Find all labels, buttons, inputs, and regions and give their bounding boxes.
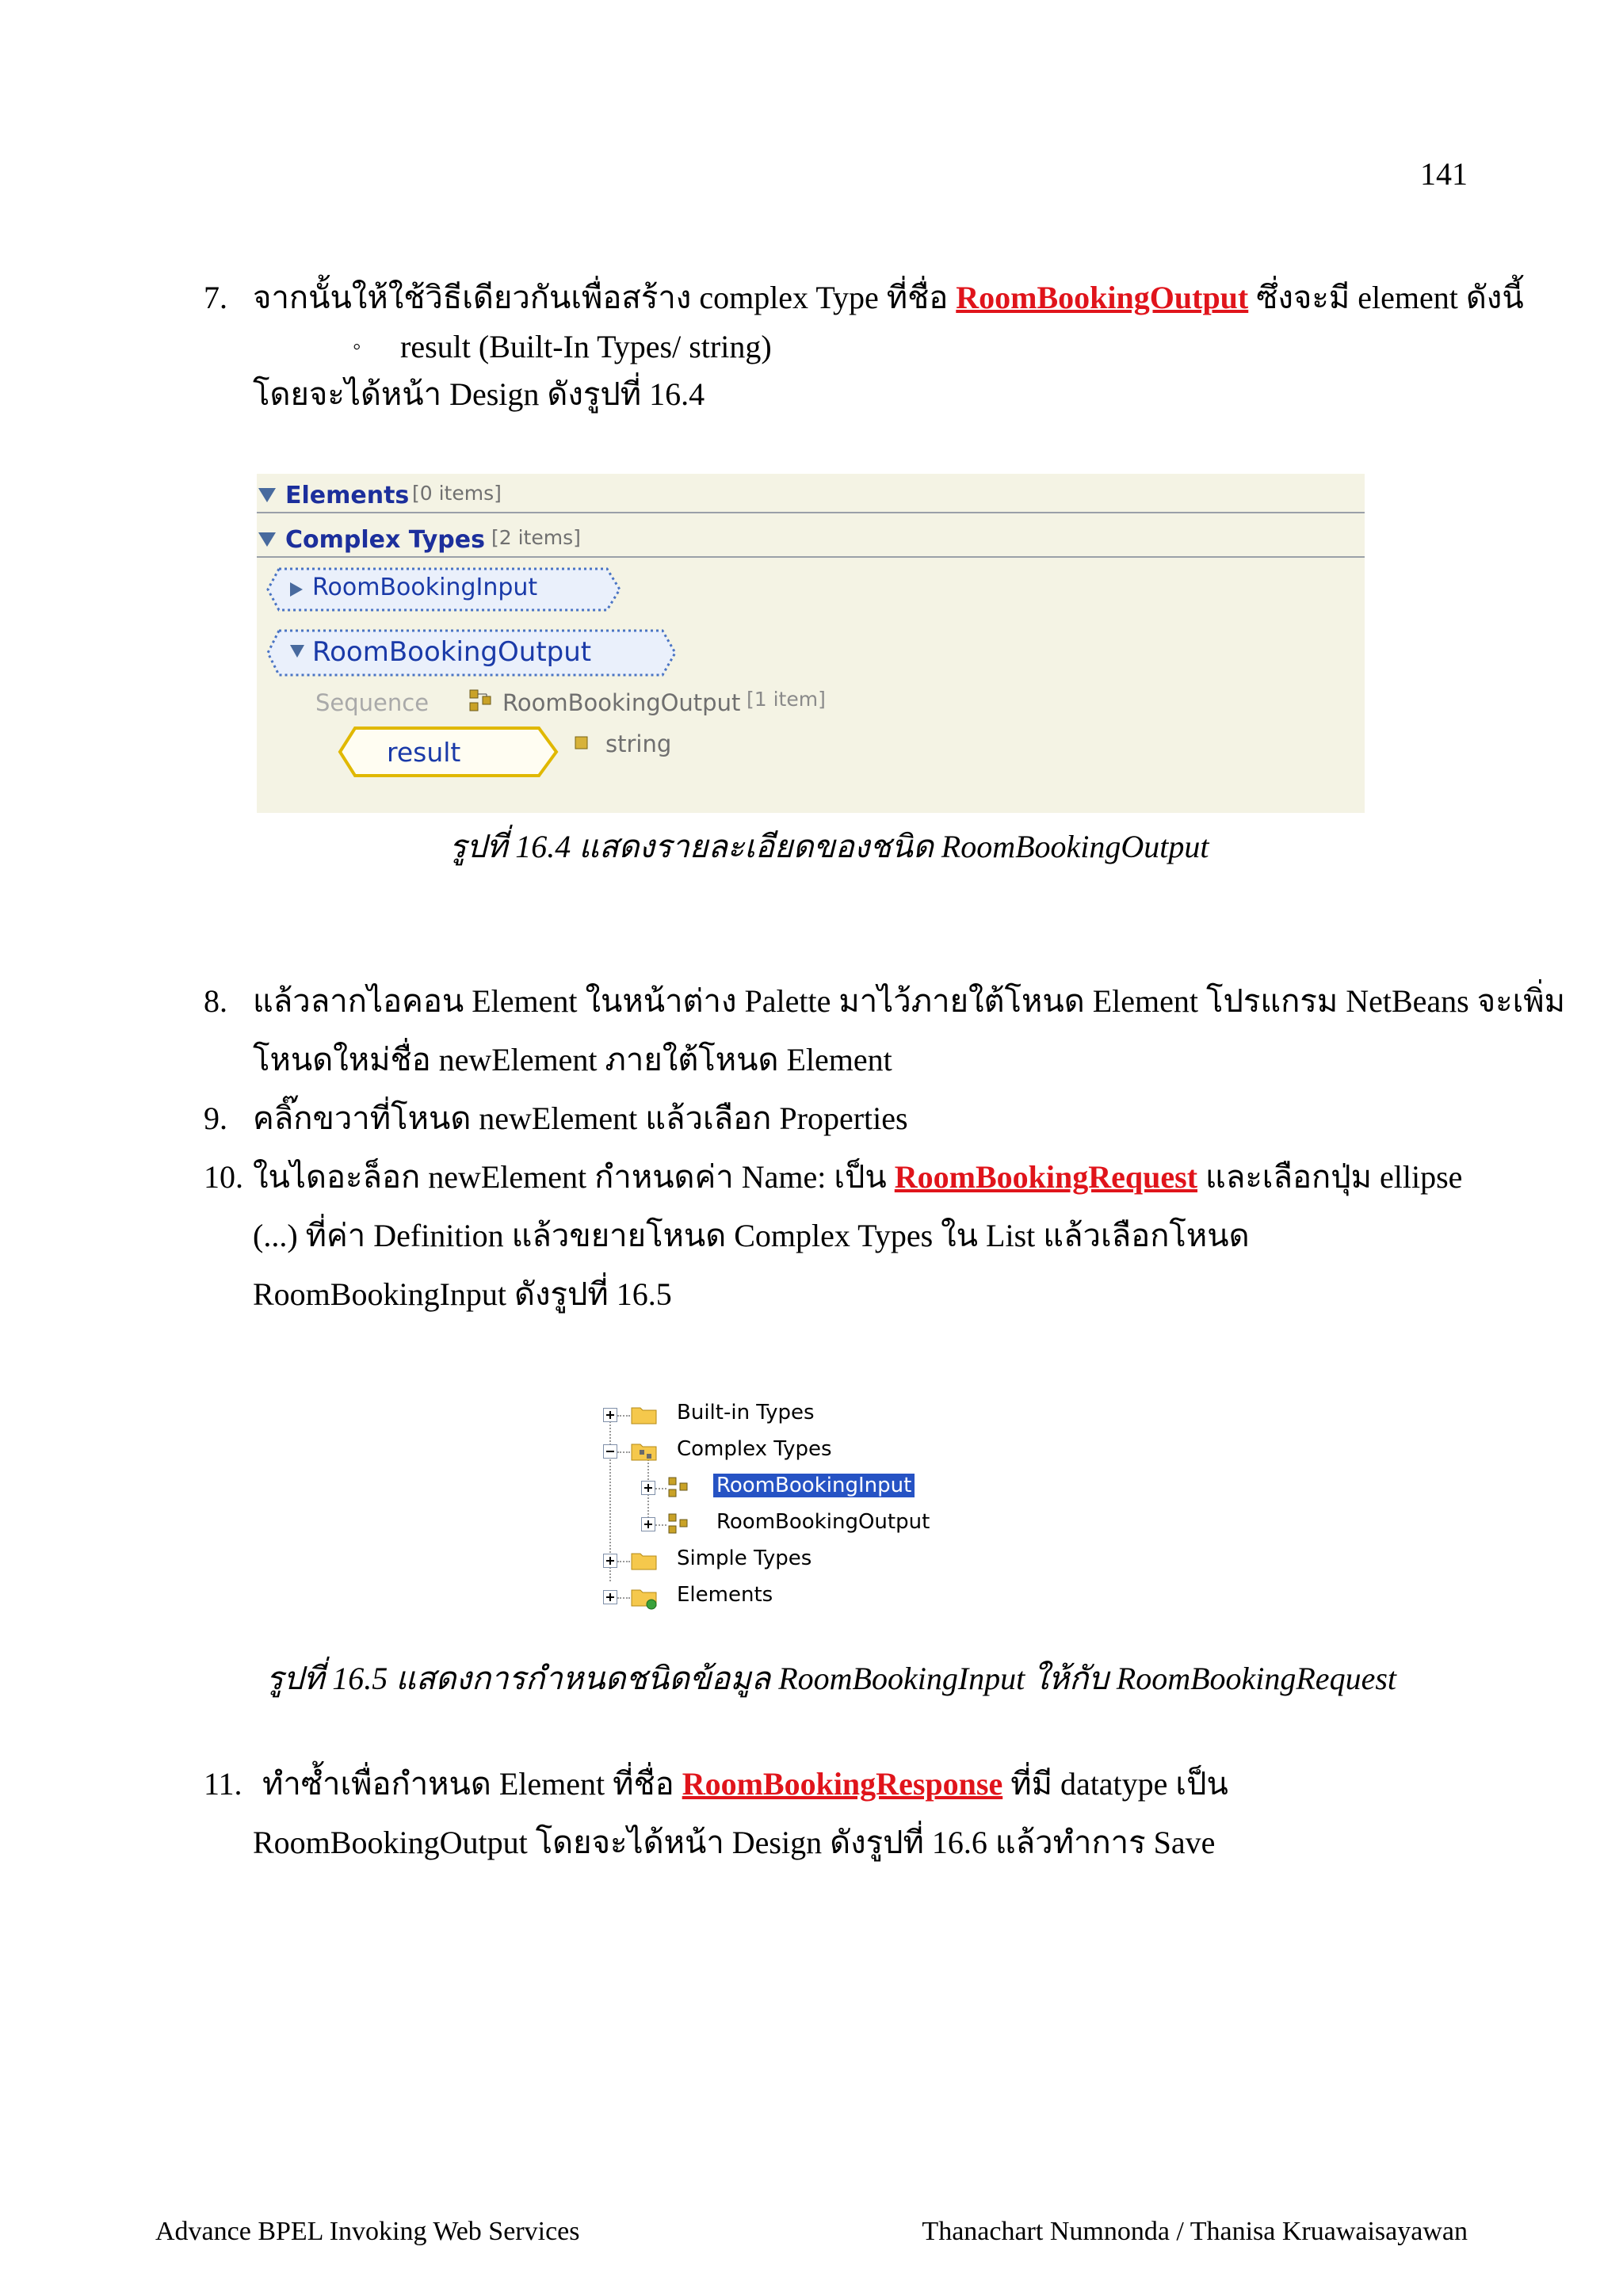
step11-line1	[262, 1765, 1228, 1803]
step11-number: 11.	[204, 1766, 242, 1802]
step9-number: 9.	[204, 1100, 227, 1136]
tree-item-room-booking-input[interactable]	[596, 1472, 929, 1504]
step7-text-pre: จากนั้นให้ใช้วิธีเดียวกันเพื่อสร้าง complex Type ที่ชื่อ	[253, 280, 957, 315]
simple-type-icon	[574, 735, 590, 751]
expand-icon[interactable]	[641, 1481, 655, 1495]
figure-16-5	[596, 1399, 929, 1621]
tree-item-label: RoomBookingOutput	[716, 1510, 930, 1534]
element-node-result[interactable]	[338, 726, 559, 778]
room-booking-response-link[interactable]: RoomBookingResponse	[682, 1766, 1003, 1802]
step8-line2: โหนดใหม่ชื่อ newElement ภายใต้โหนด Element	[253, 1042, 892, 1077]
tree-item-label: Elements	[677, 1583, 773, 1607]
sequence-count: [1 item]	[747, 688, 826, 711]
step8-number: 8.	[204, 983, 227, 1019]
elements-section-header[interactable]	[257, 474, 1365, 513]
step11-text-pre: ทำซ้ำเพื่อกำหนด Element ที่ชื่อ	[262, 1766, 682, 1802]
complex-type-node-room-booking-output[interactable]	[266, 627, 678, 678]
complex-types-section-header[interactable]	[257, 518, 1365, 558]
sequence-type-label: RoomBookingOutput	[502, 689, 741, 716]
expand-icon[interactable]	[603, 1408, 617, 1422]
complex-type-node-room-booking-input[interactable]	[266, 566, 623, 613]
elements-count: [0 items]	[412, 482, 502, 505]
tree-guide-line	[617, 1597, 630, 1599]
complex-types-section-title: Complex Types	[285, 526, 485, 554]
expand-icon[interactable]	[603, 1554, 617, 1568]
step8-line1: แล้วลากไอคอน Element ในหน้าต่าง Palette มาไว้ภายใต้โหนด Element โปรแกรม NetBeans จะเพิ่ม	[253, 983, 1566, 1019]
tree-item-label-selected: RoomBookingInput	[713, 1474, 915, 1497]
step11-line2: RoomBookingOutput โดยจะได้หน้า Design ดังรูปที่ 16.6 แล้วทำการ Save	[253, 1825, 1216, 1860]
step9-line1: คลิ๊กขวาที่โหนด newElement แล้วเลือก Properties	[253, 1100, 908, 1136]
tree-guide-line	[617, 1561, 630, 1562]
node-label: RoomBookingInput	[312, 574, 538, 601]
open-folder-icon	[630, 1439, 659, 1463]
bullet-icon: ◦	[353, 334, 361, 360]
folder-icon	[630, 1548, 659, 1572]
step7-bullet-text: result (Built-In Types/ string)	[400, 329, 772, 364]
node-label: RoomBookingOutput	[312, 636, 592, 668]
collapse-icon[interactable]	[603, 1444, 617, 1459]
tree-guide-line	[617, 1451, 630, 1453]
step7-line3: โดยจะได้หน้า Design ดังรูปที่ 16.4	[253, 376, 705, 412]
step7-text-post: ซึ่งจะมี element ดังนี้	[1248, 280, 1524, 315]
tree-item-label: Built-in Types	[677, 1401, 815, 1425]
figure-16-5-caption: รูปที่ 16.5 แสดงการกำหนดชนิดข้อมูล RoomBookingInput ให้กับ RoomBookingRequest	[266, 1661, 1396, 1696]
expand-triangle-icon[interactable]	[258, 532, 276, 547]
step10-text-post: และเลือกปุ่ม ellipse	[1197, 1159, 1463, 1195]
tree-guide-line	[655, 1524, 666, 1526]
expanded-triangle-icon[interactable]	[288, 643, 306, 659]
step10-number: 10.	[204, 1159, 243, 1195]
tree-item-simple-types[interactable]	[596, 1545, 929, 1577]
node-label: result	[387, 737, 461, 768]
tree-guide-line	[617, 1415, 630, 1417]
step10-line1	[253, 1158, 1462, 1196]
expand-icon[interactable]	[641, 1517, 655, 1531]
complex-type-icon	[469, 689, 493, 713]
tree-item-complex-types[interactable]	[596, 1436, 929, 1467]
collapsed-triangle-icon[interactable]	[288, 581, 304, 598]
complex-type-icon	[667, 1512, 691, 1536]
expand-icon[interactable]	[603, 1590, 617, 1604]
step10-line2: (...) ที่ค่า Definition แล้วขยายโหนด Complex Types ใน List แล้วเลือกโหนด	[253, 1218, 1250, 1253]
page-number: 141	[1420, 156, 1468, 192]
tree-item-elements[interactable]	[596, 1581, 929, 1613]
sequence-label: Sequence	[315, 689, 430, 716]
complex-type-icon	[667, 1476, 691, 1500]
room-booking-output-link[interactable]: RoomBookingOutput	[956, 280, 1249, 315]
figure-16-4	[257, 474, 1365, 813]
step7-line1	[253, 279, 1524, 317]
tree-item-room-booking-output[interactable]	[596, 1508, 929, 1540]
tree-item-label: Complex Types	[677, 1437, 832, 1461]
complex-types-count: [2 items]	[491, 526, 581, 549]
step7-number: 7.	[204, 280, 227, 315]
tree-guide-line	[655, 1488, 666, 1489]
room-booking-request-link[interactable]: RoomBookingRequest	[894, 1159, 1198, 1195]
result-type-label: string	[605, 730, 672, 757]
elements-section-title: Elements	[285, 482, 410, 509]
elements-folder-icon	[630, 1585, 662, 1611]
tree-item-built-in-types[interactable]	[596, 1399, 929, 1431]
footer-left: Advance BPEL Invoking Web Services	[155, 2217, 580, 2246]
step10-line3: RoomBookingInput ดังรูปที่ 16.5	[253, 1276, 672, 1312]
step10-text-pre: ในไดอะล็อก newElement กำหนดค่า Name: เป็น	[253, 1159, 895, 1195]
step11-text-post: ที่มี datatype เป็น	[1002, 1766, 1228, 1802]
folder-icon	[630, 1402, 659, 1426]
section-divider	[257, 512, 1365, 513]
tree-item-label: Simple Types	[677, 1547, 812, 1570]
footer-right: Thanachart Numnonda / Thanisa Kruawaisayawan	[922, 2217, 1468, 2246]
figure-16-4-caption: รูปที่ 16.4 แสดงรายละเอียดของชนิด RoomBookingOutput	[449, 829, 1209, 864]
expand-triangle-icon[interactable]	[258, 488, 276, 502]
section-divider	[257, 556, 1365, 558]
